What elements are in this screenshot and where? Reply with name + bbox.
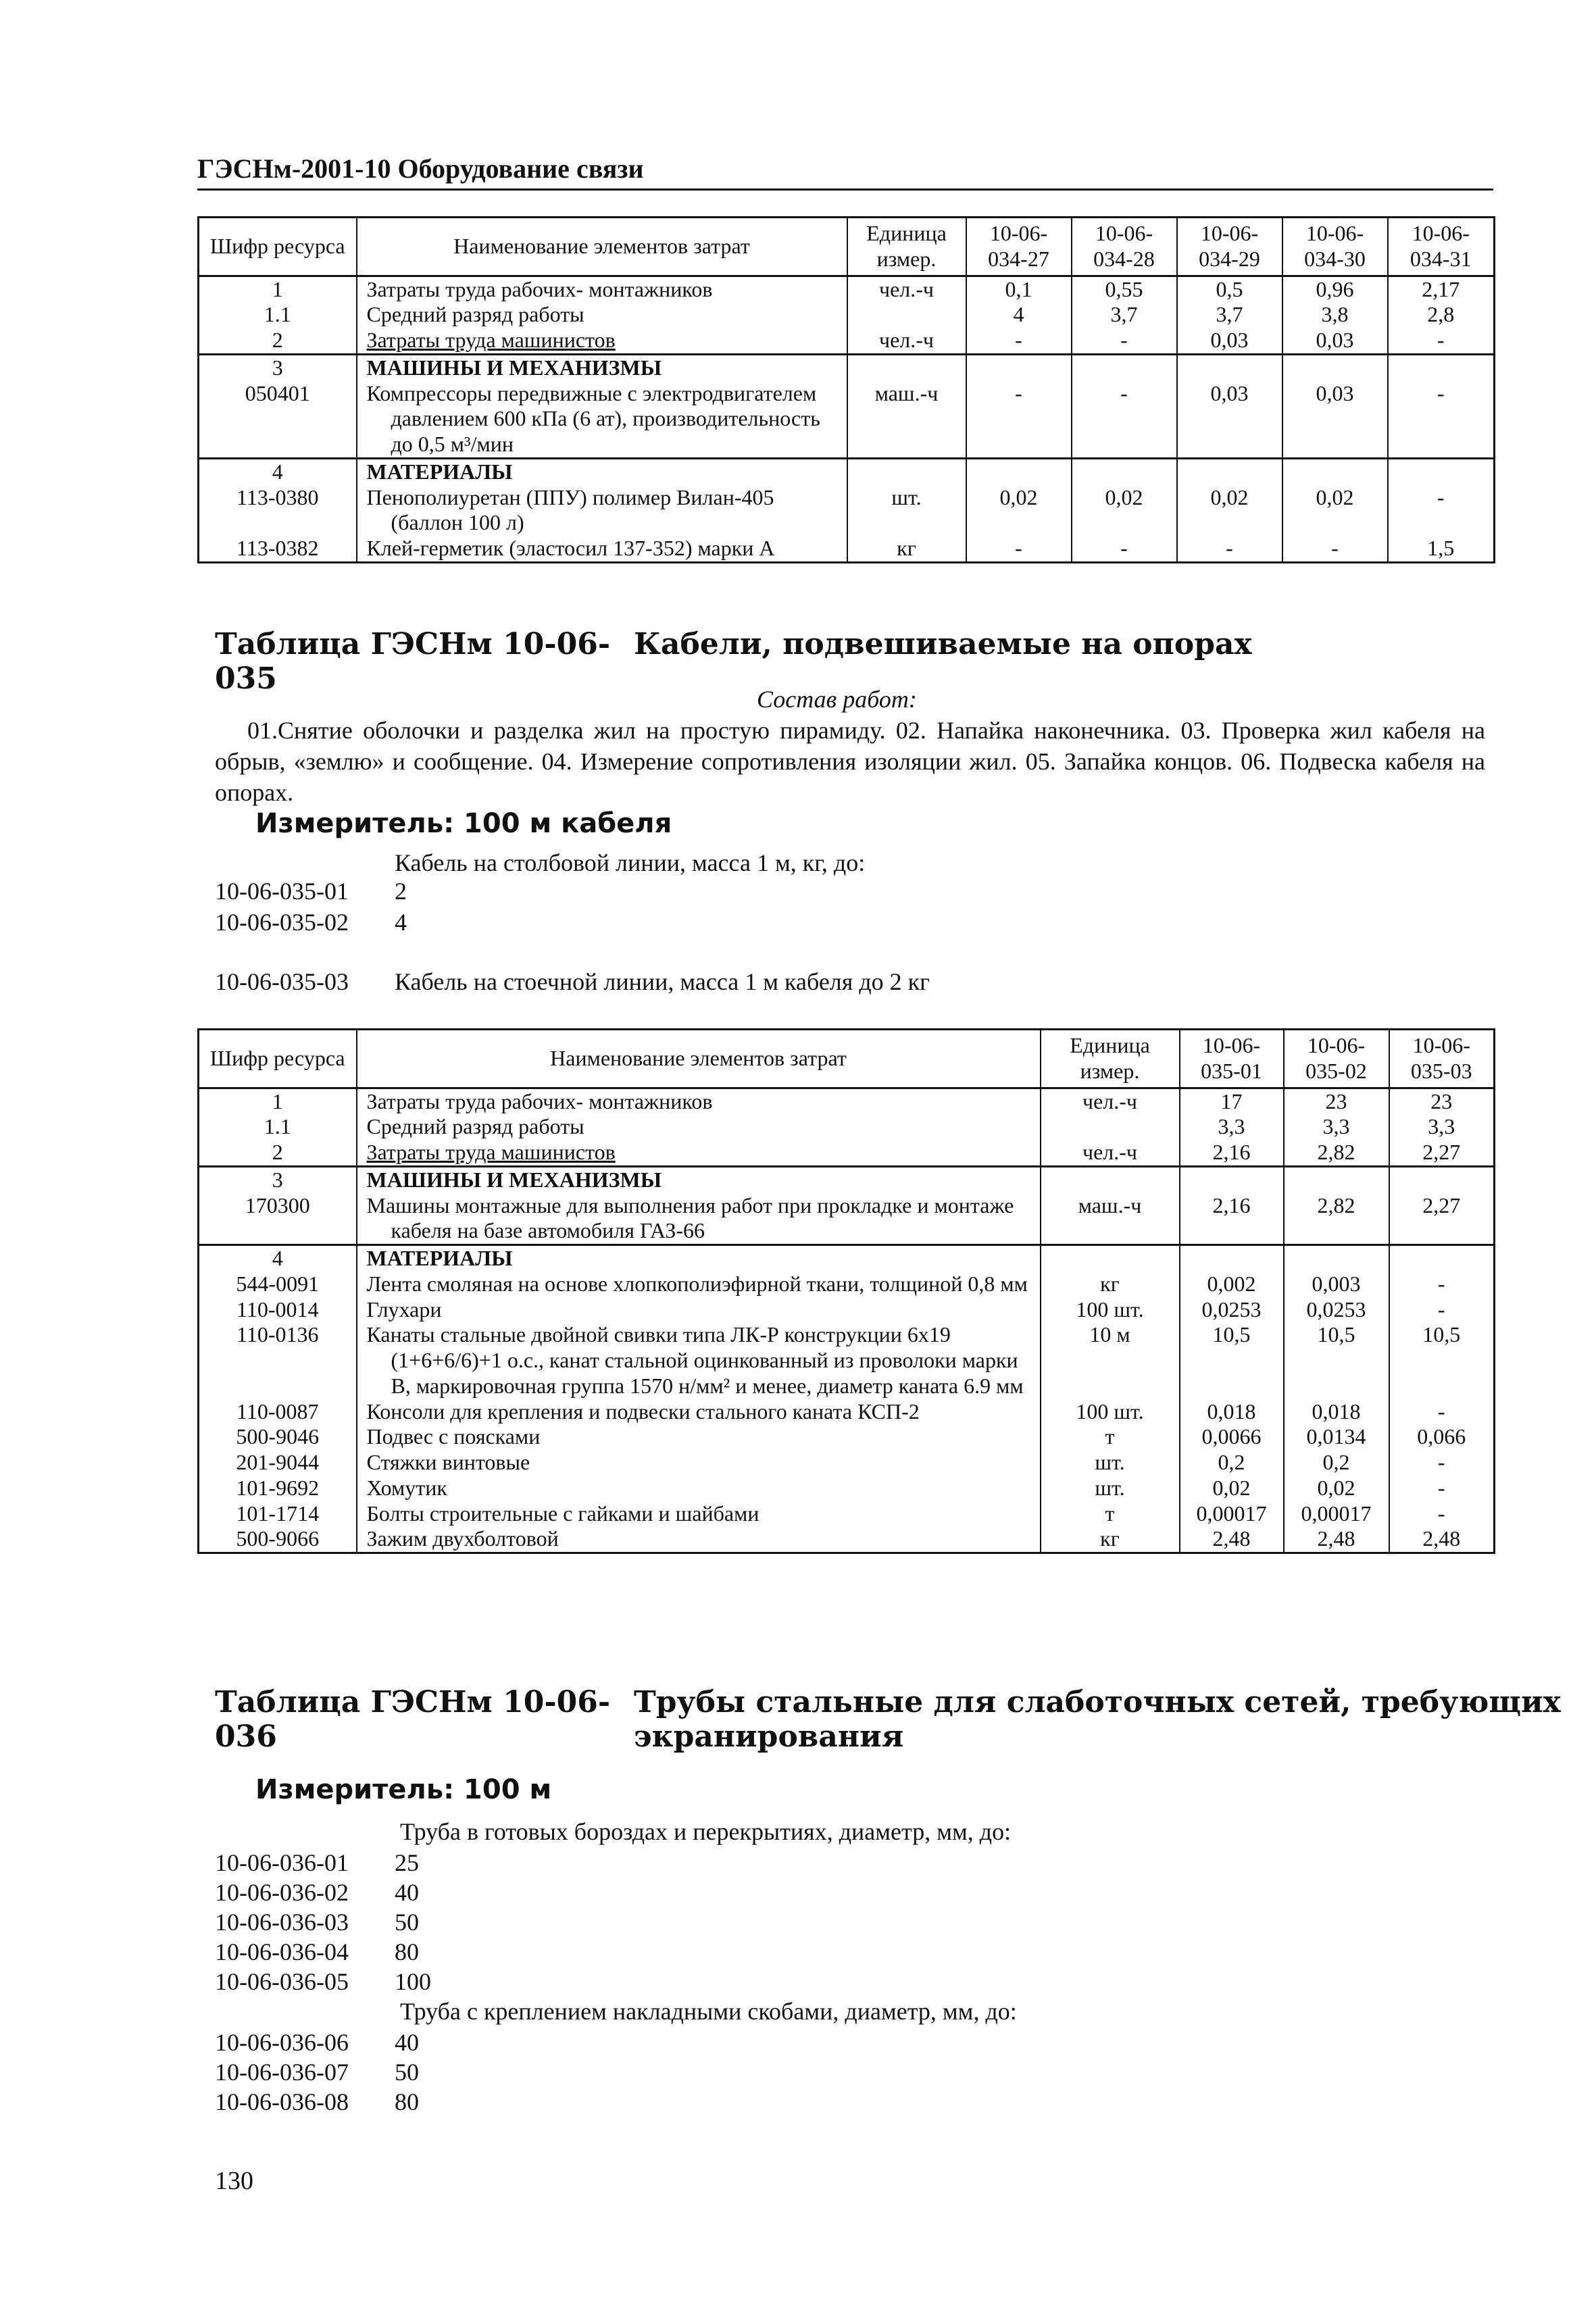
resource-unit: кг: [847, 536, 966, 562]
table-name-line: Трубы стальные для слаботочных сетей, требующих: [634, 1685, 1561, 1719]
table-row: [199, 302, 1495, 328]
resource-name: Хомутик: [357, 1476, 1041, 1501]
table-title-035: [215, 627, 1252, 696]
resource-unit: [847, 302, 966, 328]
norm-value: 2,48: [1389, 1526, 1495, 1553]
resource-code: 050401: [199, 381, 357, 459]
norm-value: [1177, 354, 1282, 380]
norm-value: 0,03: [1177, 328, 1282, 354]
resource-code: 110-0087: [199, 1399, 357, 1425]
resource-name: Пенополиуретан (ППУ) полимер Вилан-405 (баллон 100 л): [357, 485, 847, 536]
norm-value: 3,7: [1072, 302, 1177, 328]
norm-value: -: [1177, 536, 1282, 562]
resource-code: 2: [199, 1140, 357, 1166]
resource-table-034: [197, 216, 1495, 563]
norm-value: 3,3: [1284, 1114, 1389, 1140]
table-header-row: [199, 1030, 1495, 1088]
norm-value: 4: [966, 302, 1072, 328]
norm-value: [1072, 354, 1177, 380]
resource-name: Затраты труда рабочих- монтажников: [357, 1088, 1041, 1114]
norm-value: -: [1282, 536, 1388, 562]
norm-value: -: [1388, 485, 1495, 536]
norm-value: 0,5: [1177, 276, 1282, 302]
resource-code: 544-0091: [199, 1272, 357, 1297]
page-number: 130: [215, 2167, 253, 2195]
variant-code: 10-06-036-02: [215, 1879, 349, 1906]
table-row: [199, 1245, 1495, 1272]
norm-value: 2,16: [1180, 1140, 1284, 1166]
norm-value: 2,82: [1284, 1140, 1389, 1166]
norm-value: 0,02: [1282, 485, 1388, 536]
resource-name: Стяжки винтовые: [357, 1450, 1041, 1476]
norm-value: 2,82: [1284, 1193, 1389, 1245]
resource-code: 101-1714: [199, 1501, 357, 1527]
resource-unit: т: [1041, 1501, 1180, 1527]
resource-code: 113-0380: [199, 485, 357, 536]
norm-value: [1072, 458, 1177, 484]
resource-unit: т: [1041, 1424, 1180, 1450]
resource-code: 201-9044: [199, 1450, 357, 1476]
work-composition-label: Состав работ:: [757, 686, 917, 713]
resource-name: Консоли для крепления и подвески стального каната КСП-2: [357, 1399, 1041, 1425]
resource-unit: [1041, 1166, 1180, 1192]
resource-unit: 100 шт.: [1041, 1297, 1180, 1323]
table-row: [199, 1272, 1495, 1297]
norm-value: 0,0066: [1180, 1424, 1284, 1450]
resource-unit: кг: [1041, 1272, 1180, 1297]
column-header: Наименование элементов затрат: [357, 218, 847, 276]
norm-value: 0,02: [1072, 485, 1177, 536]
norm-value: -: [1388, 381, 1495, 459]
norm-value: 10,5: [1284, 1322, 1389, 1399]
variant-code: 10-06-036-07: [215, 2059, 349, 2086]
variant-item: [215, 1878, 419, 1907]
section-heading: МАШИНЫ И МЕХАНИЗМЫ: [357, 1166, 1041, 1192]
table-row: [199, 1193, 1495, 1245]
norm-value: [1282, 354, 1388, 380]
resource-name: Затраты труда рабочих- монтажников: [357, 276, 847, 302]
norm-value: [1388, 458, 1495, 484]
section-heading: МАШИНЫ И МЕХАНИЗМЫ: [357, 354, 847, 380]
table-number: Таблица ГЭСНм 10-06-036: [215, 1685, 611, 1754]
column-header: Шифр ресурса: [199, 1030, 357, 1088]
norm-value: [1180, 1166, 1284, 1192]
variant-code: 10-06-036-08: [215, 2088, 349, 2115]
norm-value: -: [1389, 1476, 1495, 1501]
resource-name: Лента смоляная на основе хлопкополиэфирной ткани, толщиной 0,8 мм: [357, 1272, 1041, 1297]
norm-value: 3,8: [1282, 302, 1388, 328]
resource-name: Средний разряд работы: [357, 1114, 1041, 1140]
norm-value: 2,27: [1389, 1193, 1495, 1245]
variant-value: 4: [395, 909, 407, 936]
measure-unit: Измеритель: 100 м кабеля: [255, 808, 672, 839]
variant-item: [215, 2088, 419, 2116]
norm-value: 0,0253: [1284, 1297, 1389, 1323]
norm-value: 2,27: [1389, 1140, 1495, 1166]
variant-item: [215, 877, 407, 905]
variant-code: 10-06-036-05: [215, 1968, 349, 1995]
resource-unit: чел.-ч: [847, 276, 966, 302]
resource-name: Затраты труда машинистов: [357, 328, 847, 354]
norm-value: 0,96: [1282, 276, 1388, 302]
norm-value: 3,3: [1389, 1114, 1495, 1140]
table-row: [199, 1322, 1495, 1399]
norm-value: 0,02: [1180, 1476, 1284, 1501]
norm-value: 0,2: [1284, 1450, 1389, 1476]
norm-value: 0,02: [966, 485, 1072, 536]
column-header: 10-06-035-02: [1284, 1030, 1389, 1088]
norm-value: -: [1389, 1501, 1495, 1527]
running-head: ГЭСНм-2001-10 Оборудование связи: [197, 153, 1493, 191]
norm-value: -: [1388, 328, 1495, 354]
resource-unit: [847, 458, 966, 484]
resource-name: Средний разряд работы: [357, 302, 847, 328]
norm-value: 0,02: [1284, 1476, 1389, 1501]
resource-unit: [847, 354, 966, 380]
norm-value: 0,03: [1282, 328, 1388, 354]
norm-value: [1388, 354, 1495, 380]
resource-code: 2: [199, 328, 357, 354]
resource-name: Болты строительные с гайками и шайбами: [357, 1501, 1041, 1527]
norm-value: -: [1389, 1399, 1495, 1425]
norm-value: 0,55: [1072, 276, 1177, 302]
norm-value: 2,48: [1284, 1526, 1389, 1553]
norm-value: -: [1072, 381, 1177, 459]
norm-value: 1,5: [1388, 536, 1495, 562]
variant-code: 10-06-036-01: [215, 1849, 349, 1876]
norm-value: 10,5: [1389, 1322, 1495, 1399]
norm-value: 0,03: [1177, 381, 1282, 459]
column-header: Единица измер.: [1041, 1030, 1180, 1088]
resource-unit: маш.-ч: [1041, 1193, 1180, 1245]
norm-value: [1389, 1166, 1495, 1192]
norm-value: 10,5: [1180, 1322, 1284, 1399]
resource-unit: шт.: [847, 485, 966, 536]
section-heading: МАТЕРИАЛЫ: [357, 1245, 1041, 1272]
norm-value: 0,02: [1177, 485, 1282, 536]
norm-value: [966, 458, 1072, 484]
resource-unit: шт.: [1041, 1476, 1180, 1501]
norm-value: [1284, 1166, 1389, 1192]
variant-item: [215, 908, 407, 936]
norm-value: [1284, 1245, 1389, 1272]
table-row: [199, 354, 1495, 380]
norm-value: -: [1389, 1272, 1495, 1297]
norm-value: 2,16: [1180, 1193, 1284, 1245]
table-row: [199, 1166, 1495, 1192]
resource-code: 4: [199, 1245, 357, 1272]
table-row: [199, 1424, 1495, 1450]
table-row: [199, 1114, 1495, 1140]
resource-code: 110-0136: [199, 1322, 357, 1399]
variant-item: [215, 1848, 419, 1877]
norm-value: 17: [1180, 1088, 1284, 1114]
resource-name: Канаты стальные двойной свивки типа ЛК-Р конструкции 6х19 (1+6+6/6)+1 о.с., канат стальной оцинкованный из проволоки марки В, маркировочная группа 1570 н/мм² и менее, диаметр каната 6.9 мм: [357, 1322, 1041, 1399]
resource-unit: 100 шт.: [1041, 1399, 1180, 1425]
resource-code: 3: [199, 1166, 357, 1192]
norm-value: 0,018: [1284, 1399, 1389, 1425]
resource-name: Клей-герметик (эластосил 137-352) марки А: [357, 536, 847, 562]
norm-value: [966, 354, 1072, 380]
norm-value: 23: [1389, 1088, 1495, 1114]
table-number: Таблица ГЭСНм 10-06-035: [215, 627, 611, 696]
norm-value: [1177, 458, 1282, 484]
resource-code: 1.1: [199, 1114, 357, 1140]
column-header: 10-06-034-28: [1072, 218, 1177, 276]
variant-item: [215, 2058, 419, 2086]
column-header: 10-06-034-31: [1388, 218, 1495, 276]
resource-name: Компрессоры передвижные с электродвигателем давлением 600 кПа (6 ат), производительность до 0,5 м³/мин: [357, 381, 847, 459]
resource-code: 4: [199, 458, 357, 484]
variant-code: 10-06-036-03: [215, 1909, 349, 1936]
resource-code: 1: [199, 1088, 357, 1114]
norm-value: 0,03: [1282, 381, 1388, 459]
variant-item: [215, 967, 930, 996]
table-row: [199, 276, 1495, 302]
variant-value: 40: [395, 2029, 419, 2056]
norm-value: 3,7: [1177, 302, 1282, 328]
norm-value: -: [1389, 1297, 1495, 1323]
norm-value: -: [966, 381, 1072, 459]
resource-unit: шт.: [1041, 1450, 1180, 1476]
table-row: [199, 458, 1495, 484]
variant-code: 10-06-036-04: [215, 1938, 349, 1965]
column-header: 10-06-035-01: [1180, 1030, 1284, 1088]
resource-code: 500-9046: [199, 1424, 357, 1450]
table-row: [199, 1450, 1495, 1476]
table-row: [199, 381, 1495, 459]
norm-value: 3,3: [1180, 1114, 1284, 1140]
resource-unit: кг: [1041, 1526, 1180, 1553]
table-name: [634, 1685, 1561, 1754]
column-header: 10-06-034-30: [1282, 218, 1388, 276]
norm-value: 0,018: [1180, 1399, 1284, 1425]
table-row: [199, 1526, 1495, 1553]
table-header-row: [199, 218, 1495, 276]
variant-value: 80: [395, 2088, 419, 2115]
variant-group-heading: Труба с креплением накладными скобами, диаметр, мм, до:: [400, 1998, 1017, 2025]
resource-name: Подвес с поясками: [357, 1424, 1041, 1450]
norm-value: -: [966, 536, 1072, 562]
norm-value: 0,1: [966, 276, 1072, 302]
column-header: 10-06-034-27: [966, 218, 1072, 276]
resource-name: Машины монтажные для выполнения работ при прокладке и монтаже кабеля на базе автомобиля ГАЗ-66: [357, 1193, 1041, 1245]
norm-value: 23: [1284, 1088, 1389, 1114]
norm-value: -: [1072, 536, 1177, 562]
variant-group-heading: Труба в готовых бороздах и перекрытиях, диаметр, мм, до:: [400, 1818, 1012, 1845]
variant-item: [215, 1938, 419, 1966]
table-row: [199, 1476, 1495, 1501]
norm-value: 0,066: [1389, 1424, 1495, 1450]
norm-value: 0,00017: [1284, 1501, 1389, 1527]
norm-value: 2,17: [1388, 276, 1495, 302]
table-title-036: [215, 1685, 1561, 1754]
resource-code: 1: [199, 276, 357, 302]
variant-item: [215, 1908, 419, 1936]
resource-code: 101-9692: [199, 1476, 357, 1501]
norm-value: -: [966, 328, 1072, 354]
norm-value: 0,2: [1180, 1450, 1284, 1476]
table-row: [199, 1297, 1495, 1323]
table-row: [199, 1501, 1495, 1527]
variant-item: [215, 2028, 419, 2057]
resource-name: Затраты труда машинистов: [357, 1140, 1041, 1166]
norm-value: -: [1389, 1450, 1495, 1476]
variant-text: Кабель на стоечной линии, масса 1 м кабеля до 2 кг: [395, 968, 930, 995]
norm-value: 0,0134: [1284, 1424, 1389, 1450]
resource-unit: [1041, 1245, 1180, 1272]
norm-value: 0,002: [1180, 1272, 1284, 1297]
resource-code: 110-0014: [199, 1297, 357, 1323]
variant-value: 100: [395, 1968, 431, 1995]
table-row: [199, 536, 1495, 562]
norm-value: 2,8: [1388, 302, 1495, 328]
variant-code: 10-06-036-06: [215, 2029, 349, 2056]
resource-name: Зажим двухболтовой: [357, 1526, 1041, 1553]
resource-name: Глухари: [357, 1297, 1041, 1323]
variant-item: [215, 1967, 431, 1996]
column-header: Наименование элементов затрат: [357, 1030, 1041, 1088]
table-row: [199, 1399, 1495, 1425]
variant-value: 25: [395, 1849, 419, 1876]
norm-value: [1282, 458, 1388, 484]
norm-value: 2,48: [1180, 1526, 1284, 1553]
resource-code: 1.1: [199, 302, 357, 328]
table-name: Кабели, подвешиваемые на опорах: [634, 627, 1252, 661]
variant-value: 80: [395, 1938, 419, 1965]
norm-value: 0,00017: [1180, 1501, 1284, 1527]
variant-code: 10-06-035-03: [215, 968, 349, 995]
table-name-line: экранирования: [634, 1719, 904, 1754]
resource-unit: 10 м: [1041, 1322, 1180, 1399]
table-row: [199, 485, 1495, 536]
table-row: [199, 328, 1495, 354]
resource-code: 170300: [199, 1193, 357, 1245]
section-heading: МАТЕРИАЛЫ: [357, 458, 847, 484]
norm-value: 0,0253: [1180, 1297, 1284, 1323]
column-header: Единица измер.: [847, 218, 966, 276]
work-composition-text: 01.Снятие оболочки и разделка жил на простую пирамиду. 02. Напайка наконечника. 03. Проверка жил кабеля на обрыв, «землю» и сообщение. 04. Измерение сопротивления изоляции жил. 05. Запайка концов. 06. Подвеска кабеля на опорах.: [215, 717, 1485, 806]
variant-code: 10-06-035-02: [215, 909, 349, 936]
column-header: 10-06-035-03: [1389, 1030, 1495, 1088]
resource-unit: маш.-ч: [847, 381, 966, 459]
norm-value: -: [1072, 328, 1177, 354]
resource-code: 500-9066: [199, 1526, 357, 1553]
resource-table-035: [197, 1028, 1495, 1554]
table-row: [199, 1140, 1495, 1166]
resource-code: 113-0382: [199, 536, 357, 562]
column-header: Шифр ресурса: [199, 218, 357, 276]
table-row: [199, 1088, 1495, 1114]
column-header: 10-06-034-29: [1177, 218, 1282, 276]
variant-value: 50: [395, 2059, 419, 2086]
variant-value: 40: [395, 1879, 419, 1906]
norm-value: 0,003: [1284, 1272, 1389, 1297]
resource-unit: [1041, 1114, 1180, 1140]
resource-unit: чел.-ч: [1041, 1140, 1180, 1166]
variant-value: 2: [395, 878, 407, 905]
norm-value: [1180, 1245, 1284, 1272]
resource-unit: чел.-ч: [1041, 1088, 1180, 1114]
resource-unit: чел.-ч: [847, 328, 966, 354]
variant-group-heading: Кабель на столбовой линии, масса 1 м, кг, до:: [395, 849, 866, 876]
measure-unit: Измеритель: 100 м: [255, 1774, 552, 1805]
variant-code: 10-06-035-01: [215, 878, 349, 905]
resource-code: 3: [199, 354, 357, 380]
norm-value: [1389, 1245, 1495, 1272]
variant-value: 50: [395, 1909, 419, 1936]
